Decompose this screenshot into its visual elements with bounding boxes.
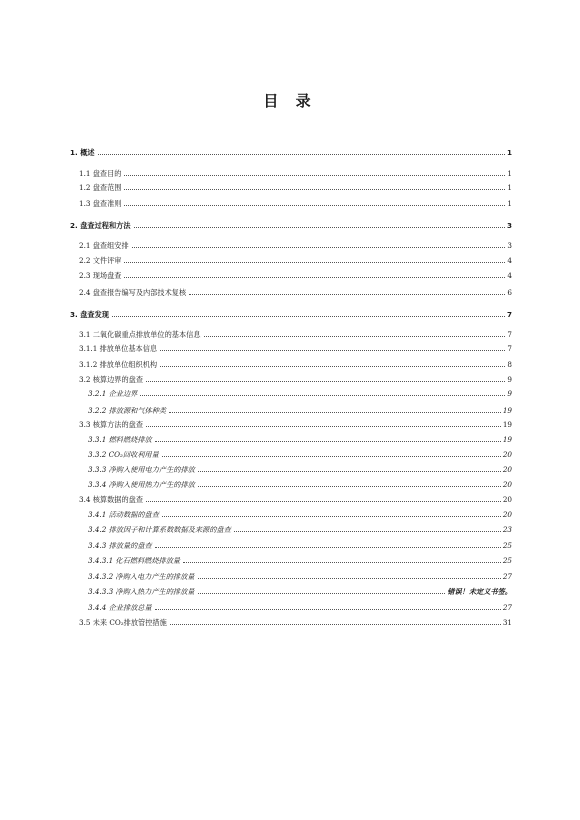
toc-entry-page-number: 20: [502, 465, 512, 474]
toc-entry-label: 2.4 盘查报告编写及内部技术复核: [79, 288, 187, 297]
toc-entry-page-number: 20: [502, 480, 512, 489]
toc-entry-page-number: 27: [502, 572, 512, 581]
toc-entry[interactable]: [79, 495, 512, 504]
toc-entry-page-number: 20: [502, 495, 512, 504]
toc-entry-label: 3.5 未来 CO₂排放管控措施: [79, 618, 167, 627]
toc-leader-dots: [98, 154, 505, 155]
toc-leader-dots: [198, 578, 501, 579]
toc-entry[interactable]: [79, 241, 512, 250]
toc-leader-dots: [162, 516, 501, 517]
toc-leader-dots: [198, 486, 501, 487]
toc-entry-page-number: 20: [502, 510, 512, 519]
toc-entry-page-number: 3: [506, 221, 512, 230]
toc-entry-page-number: 20: [502, 450, 512, 459]
toc-leader-dots: [170, 624, 501, 625]
toc-entry[interactable]: [79, 183, 512, 192]
toc-leader-dots: [132, 247, 506, 248]
toc-entry[interactable]: [79, 256, 512, 265]
toc-entry-error-text: 错误！未定义书签。: [447, 587, 512, 596]
toc-entry-page-number: 4: [507, 271, 512, 280]
toc-entry[interactable]: [88, 450, 512, 459]
toc-entry[interactable]: [70, 148, 512, 157]
toc-leader-dots: [146, 426, 501, 427]
toc-entry-label: 3.2.1 企业边界: [88, 389, 138, 398]
toc-entry-page-number: 3: [507, 241, 512, 250]
toc-entry-label: 3.3.1 燃料燃烧排放: [88, 435, 152, 444]
toc-entry-page-number: 7: [506, 310, 512, 319]
toc-entry-label: 3.2.2 排放源和气体种类: [88, 406, 167, 415]
toc-entry[interactable]: [88, 556, 512, 565]
toc-entry-label: 1.1 盘查目的: [79, 169, 122, 178]
toc-entry[interactable]: [70, 310, 512, 319]
toc-entry-label: 3.4.1 活动数据的盘查: [88, 510, 159, 519]
toc-leader-dots: [140, 395, 505, 396]
toc-entry[interactable]: [79, 288, 512, 297]
toc-entry-page-number: 1: [507, 169, 512, 178]
toc-entry-label: 3.3 核算方法的盘查: [79, 420, 144, 429]
toc-leader-dots: [146, 381, 505, 382]
toc-entry-label: 3.4.4 企业排放总量: [88, 603, 152, 612]
toc-entry[interactable]: [88, 587, 512, 596]
toc-entry-page-number: 1: [506, 148, 512, 157]
toc-entry[interactable]: [79, 199, 512, 208]
toc-entry-page-number: 1: [507, 183, 512, 192]
toc-entry-page-number: 8: [507, 360, 512, 369]
toc-entry-label: 3.4.3 排放量的盘查: [88, 541, 152, 550]
toc-entry-page-number: 1: [507, 199, 512, 208]
toc-entry[interactable]: [88, 465, 512, 474]
toc-entry-label: 1.3 盘查准则: [79, 199, 122, 208]
toc-entry-page-number: 31: [502, 618, 512, 627]
toc-entry[interactable]: [88, 572, 512, 581]
toc-entry[interactable]: [88, 510, 512, 519]
toc-leader-dots: [183, 562, 501, 563]
toc-leader-dots: [189, 294, 505, 295]
toc-entry-label: 3.1 二氧化碳重点排放单位的基本信息: [79, 330, 201, 339]
toc-leader-dots: [155, 609, 501, 610]
toc-leader-dots: [204, 336, 506, 337]
toc-leader-dots: [112, 316, 505, 317]
toc-entry[interactable]: [88, 406, 512, 415]
toc-entry-label: 3.4.3.3 净购入热力产生的排放量: [88, 587, 195, 596]
toc-entry[interactable]: [88, 541, 512, 550]
toc-entry-label: 3. 盘查发现: [70, 310, 109, 319]
toc-entry-page-number: 7: [507, 330, 512, 339]
toc-entry-label: 3.2 核算边界的盘查: [79, 375, 144, 384]
toc-leader-dots: [198, 471, 501, 472]
toc-leader-dots: [124, 189, 505, 190]
toc-entry-label: 3.4 核算数据的盘查: [79, 495, 144, 504]
toc-entry-page-number: 9: [507, 389, 512, 398]
toc-entry-page-number: 19: [502, 420, 512, 429]
toc-leader-dots: [155, 547, 501, 548]
toc-leader-dots: [155, 441, 501, 442]
toc-entry[interactable]: [88, 480, 512, 489]
toc-entry-page-number: 6: [507, 288, 512, 297]
toc-entry-label: 2. 盘查过程和方法: [70, 221, 131, 230]
toc-entry-label: 3.3.2 CO₂回收利用量: [88, 450, 159, 459]
toc-entry[interactable]: [79, 618, 512, 627]
toc-entry-page-number: 4: [507, 256, 512, 265]
toc-entry-label: 3.3.3 净购入使用电力产生的排放: [88, 465, 195, 474]
toc-entry-page-number: 25: [502, 541, 512, 550]
toc-entry-label: 2.3 现场盘查: [79, 271, 122, 280]
page-title: 目 录: [263, 92, 317, 110]
toc-leader-dots: [124, 277, 505, 278]
toc-entry-label: 2.1 盘查组安排: [79, 241, 129, 250]
toc-leader-dots: [198, 593, 446, 594]
toc-entry-label: 2.2 文件评审: [79, 256, 122, 265]
toc-leader-dots: [160, 350, 505, 351]
toc-entry-label: 3.1.2 排放单位组织机构: [79, 360, 158, 369]
toc-entry-label: 3.4.3.1 化石燃料燃烧排放量: [88, 556, 181, 565]
toc-entry-label: 1.2 盘查范围: [79, 183, 122, 192]
toc-entry-label: 3.4.2 排放因子和计算系数数据及来源的盘查: [88, 525, 231, 534]
toc-entry-page-number: 25: [502, 556, 512, 565]
toc-entry[interactable]: [88, 435, 512, 444]
toc-entry[interactable]: [79, 169, 512, 178]
toc-leader-dots: [124, 262, 505, 263]
toc-entry[interactable]: [88, 389, 512, 398]
toc-entry[interactable]: [70, 221, 512, 230]
toc-entry[interactable]: [88, 525, 512, 534]
toc-entry-page-number: 27: [502, 603, 512, 612]
toc-leader-dots: [162, 456, 501, 457]
toc-entry-page-number: 7: [507, 344, 512, 353]
toc-entry[interactable]: [88, 603, 512, 612]
toc-leader-dots: [124, 175, 505, 176]
toc-leader-dots: [169, 412, 501, 413]
toc-entry[interactable]: [79, 375, 512, 384]
toc-entry-page-number: 19: [502, 406, 512, 415]
toc-entry-page-number: 9: [507, 375, 512, 384]
toc-entry-label: 3.4.3.2 净购入电力产生的排放量: [88, 572, 195, 581]
toc-leader-dots: [160, 366, 505, 367]
toc-entry[interactable]: [79, 271, 512, 280]
toc-entry-label: 1. 概述: [70, 148, 95, 157]
toc-entry-page-number: 23: [502, 525, 512, 534]
toc-entry-label: 3.1.1 排放单位基本信息: [79, 344, 158, 353]
toc-leader-dots: [134, 227, 505, 228]
toc-entry[interactable]: [79, 344, 512, 353]
toc-leader-dots: [234, 531, 501, 532]
toc-entry[interactable]: [79, 330, 512, 339]
toc-entry-page-number: 19: [502, 435, 512, 444]
toc-entry[interactable]: [79, 360, 512, 369]
toc-entry[interactable]: [79, 420, 512, 429]
toc-leader-dots: [146, 501, 501, 502]
toc-leader-dots: [124, 205, 505, 206]
toc-entry-label: 3.3.4 净购入使用热力产生的排放: [88, 480, 195, 489]
